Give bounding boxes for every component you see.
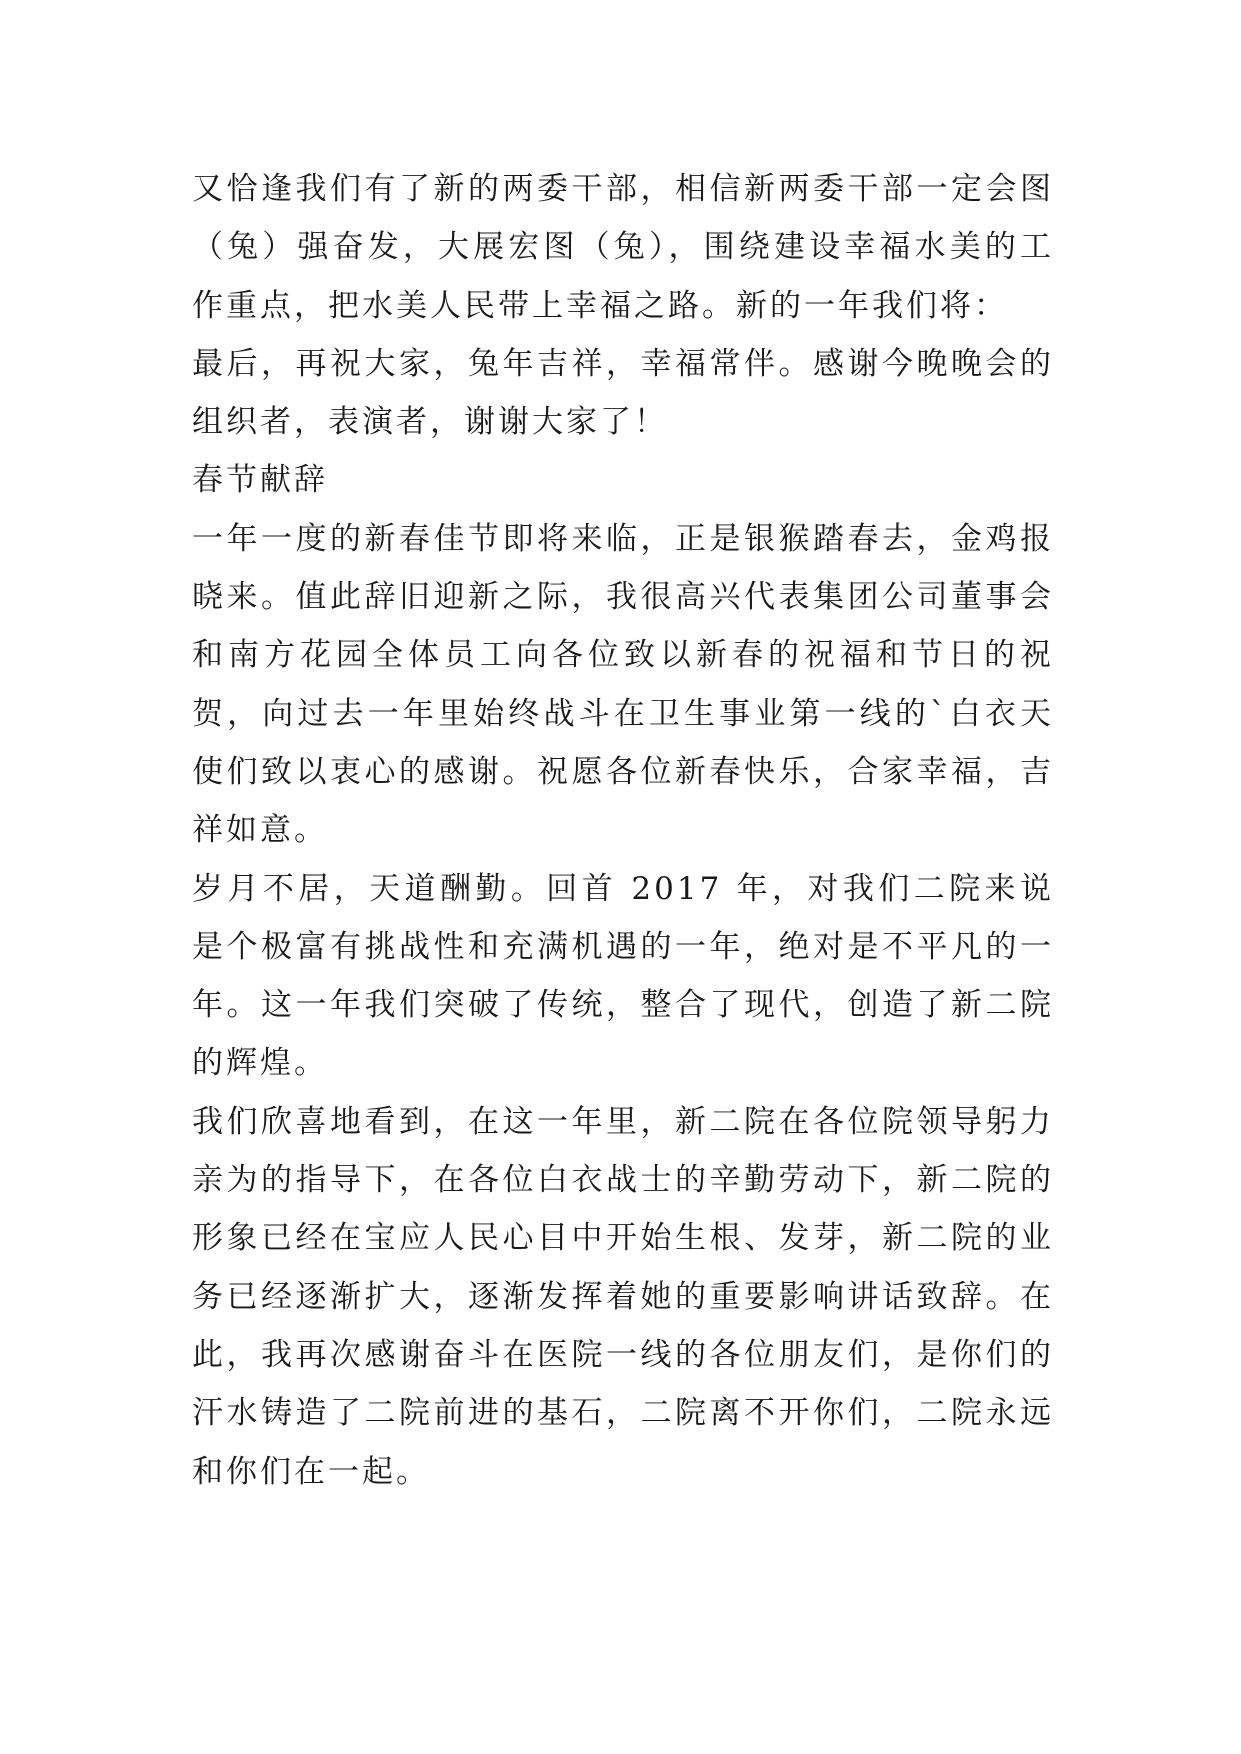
document-body (192, 160, 1054, 1501)
paragraph-year-review: 岁月不居，天道酬勤。回首 2017 年，对我们二院来说是个极富有挑战性和充满机遇的一年，绝对是不平凡的一年。这一年我们突破了传统，整合了现代，创造了新二院的辉煌。 (192, 870, 1054, 1082)
paragraph-closing-thanks: 最后，再祝大家，兔年吉祥，幸福常伴。感谢今晚晚会的组织者，表演者，谢谢大家了！ (192, 345, 1054, 441)
paragraph-leadership-wishes: 又恰逢我们有了新的两委干部，相信新两委干部一定会图（兔）强奋发，大展宏图（兔），围绕建设幸福水美的工作重点，把水美人民带上幸福之路。新的一年我们将： (192, 171, 1054, 324)
paragraph-appreciation: 我们欣喜地看到，在这一年里，新二院在各位院领导躬力亲为的指导下，在各位白衣战士的辛勤劳动下，新二院的形象已经在宝应人民心目中开始生根、发芽，新二院的业务已经逐渐扩大，逐渐发挥着她的重要影响讲话致辞。在此，我再次感谢奋斗在医院一线的各位朋友们，是你们的汗水铸造了二院前进的基石，二院离不开你们，二院永远和你们在一起。 (192, 1103, 1054, 1490)
section-heading: 春节献辞 (192, 462, 328, 499)
paragraph-new-year-greeting: 一年一度的新春佳节即将来临，正是银猴踏春去，金鸡报晓来。值此辞旧迎新之际，我很高兴代表集团公司董事会和南方花园全体员工向各位致以新春的祝福和节日的祝贺，向过去一年里始终战斗在卫生事业第一线的`白衣天使们致以衷心的感谢。祝愿各位新春快乐，合家幸福，吉祥如意。 (192, 520, 1054, 849)
